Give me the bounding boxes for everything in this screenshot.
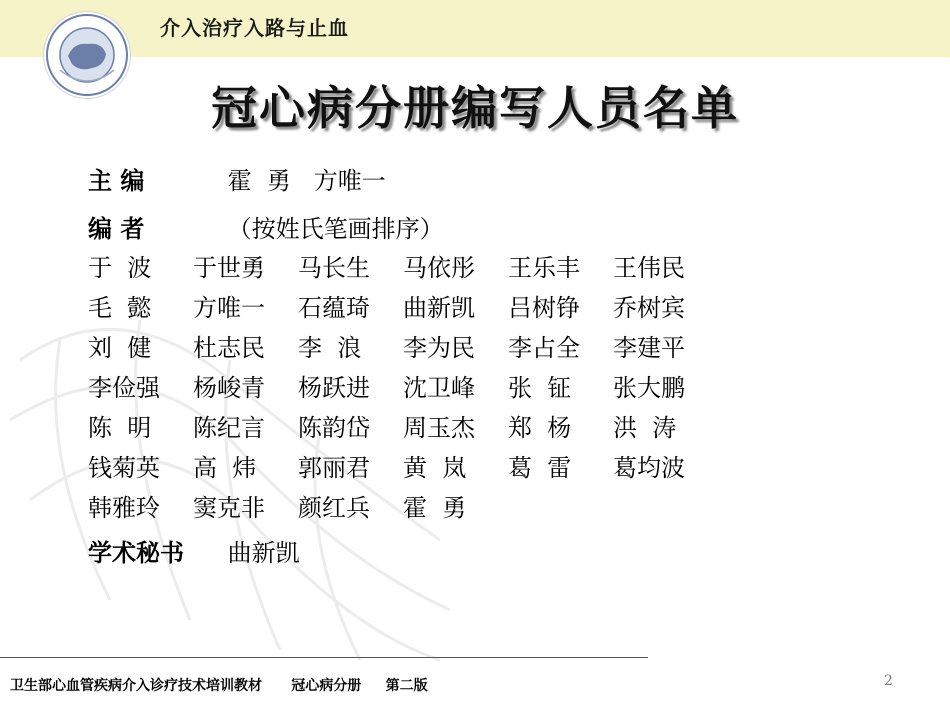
editor-name: 杨跃进 bbox=[298, 374, 370, 402]
editor-name: 刘 健 bbox=[88, 334, 152, 362]
editors-sort-note: （按姓氏笔画排序） bbox=[227, 215, 444, 243]
footer-text: 卫生部心血管疾病介入诊疗技术培训教材 冠心病分册 第二版 bbox=[10, 678, 428, 694]
editor-name: 韩雅玲 bbox=[88, 494, 160, 522]
editor-name: 吕树铮 bbox=[508, 294, 580, 322]
editor-name: 于 波 bbox=[88, 254, 152, 282]
editor-name: 郭丽君 bbox=[298, 454, 370, 482]
editor-name: 郑 杨 bbox=[508, 414, 572, 442]
editor-name: 李建平 bbox=[613, 334, 685, 362]
editors-header-row bbox=[88, 213, 444, 245]
editor-row bbox=[88, 252, 728, 284]
editor-name: 杨峻青 bbox=[193, 374, 265, 402]
chief-editor-label: 主 编 bbox=[88, 167, 145, 195]
editor-row bbox=[88, 452, 728, 484]
editor-name: 葛 雷 bbox=[508, 454, 572, 482]
editor-name: 毛 懿 bbox=[88, 294, 152, 322]
editor-name: 张 钲 bbox=[508, 374, 572, 402]
editor-row bbox=[88, 292, 728, 324]
header-band bbox=[0, 0, 950, 57]
footer-divider bbox=[0, 657, 648, 658]
chief-editor-names: 霍 勇 方唯一 bbox=[227, 167, 386, 195]
editor-name: 周玉杰 bbox=[403, 414, 475, 442]
editor-name: 葛均波 bbox=[613, 454, 685, 482]
editor-name: 陈韵岱 bbox=[298, 414, 370, 442]
editor-name: 高 炜 bbox=[193, 454, 257, 482]
editors-label: 编 者 bbox=[88, 215, 145, 243]
secretary-row bbox=[88, 537, 300, 569]
editor-name: 洪 涛 bbox=[613, 414, 677, 442]
header-title: 介入治疗入路与止血 bbox=[160, 16, 349, 40]
editor-name: 李占全 bbox=[508, 334, 580, 362]
editor-name: 窦克非 bbox=[193, 494, 265, 522]
editor-name: 陈 明 bbox=[88, 414, 152, 442]
editor-name: 马长生 bbox=[298, 254, 370, 282]
editor-name: 于世勇 bbox=[193, 254, 265, 282]
secretary-name: 曲新凯 bbox=[227, 539, 300, 567]
editor-name: 杜志民 bbox=[193, 334, 265, 362]
editor-name: 黄 岚 bbox=[403, 454, 467, 482]
editor-name: 李俭强 bbox=[88, 374, 160, 402]
secretary-label: 学术秘书 bbox=[88, 539, 184, 567]
chief-editor-row bbox=[88, 165, 386, 197]
page-number: 2 bbox=[884, 673, 893, 689]
editor-name: 王乐丰 bbox=[508, 254, 580, 282]
editor-name: 乔树宾 bbox=[613, 294, 685, 322]
editor-row bbox=[88, 332, 728, 364]
editor-name: 石蕴琦 bbox=[298, 294, 370, 322]
editor-row bbox=[88, 372, 728, 404]
editor-name: 霍 勇 bbox=[403, 494, 467, 522]
editor-name: 颜红兵 bbox=[298, 494, 370, 522]
editor-row bbox=[88, 492, 728, 524]
editor-name: 沈卫峰 bbox=[403, 374, 475, 402]
editor-name: 王伟民 bbox=[613, 254, 685, 282]
editor-name: 钱菊英 bbox=[88, 454, 160, 482]
editor-name: 李为民 bbox=[403, 334, 475, 362]
editor-row bbox=[88, 412, 728, 444]
editor-name: 马依彤 bbox=[403, 254, 475, 282]
editor-name: 李 浪 bbox=[298, 334, 362, 362]
editor-name: 方唯一 bbox=[193, 294, 265, 322]
editor-name: 张大鹏 bbox=[613, 374, 685, 402]
page-title: 冠心病分册编写人员名单 bbox=[211, 81, 739, 135]
editor-name: 曲新凯 bbox=[403, 294, 475, 322]
editor-name: 陈纪言 bbox=[193, 414, 265, 442]
